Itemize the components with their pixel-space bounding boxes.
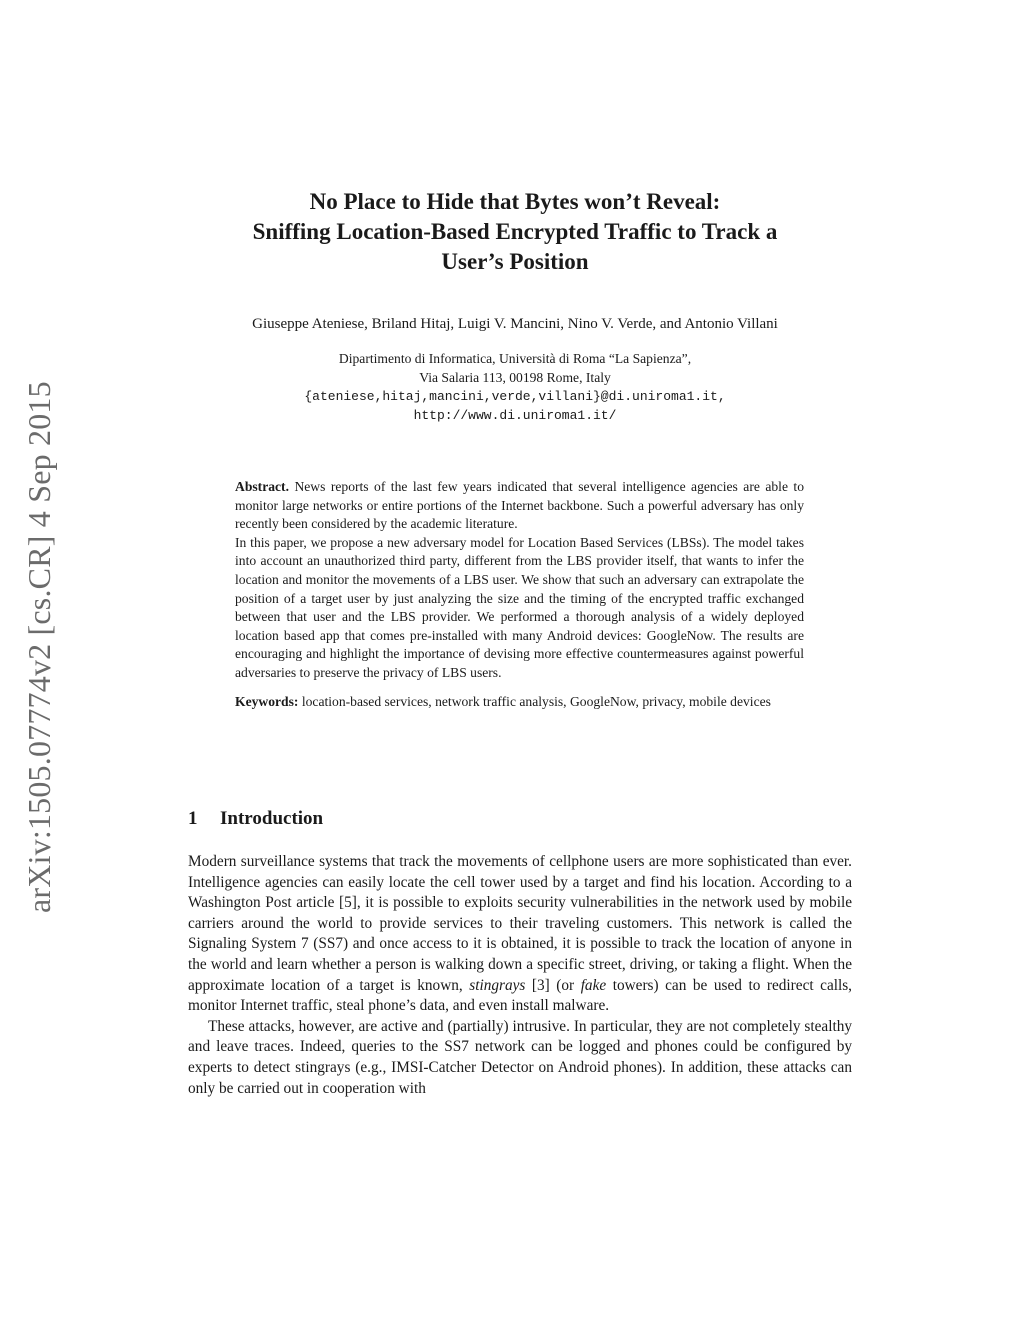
intro-text-c: towers) can be used to redirect calls, monitor Internet traffic, steal phone’s data, and even install malware. xyxy=(188,976,853,1015)
section-number: 1 xyxy=(188,808,198,829)
abstract-text-1: News reports of the last few years indicated that several intelligence agencies are able to monitor large networks or entire portions of the Internet backbone. Such a powerful adversary has only recently been considered by the academic literature. xyxy=(235,479,804,532)
author-list: Giuseppe Ateniese, Briland Hitaj, Luigi V. Mancini, Nino V. Verde, and Antonio Villani xyxy=(252,316,778,332)
section-heading xyxy=(188,808,323,830)
affiliation-department: Dipartimento di Informatica, Università di Roma “La Sapienza”, xyxy=(338,351,692,366)
intro-paragraph-1 xyxy=(188,852,852,1017)
keywords xyxy=(235,693,804,712)
affiliation-address: Via Salaria 113, 00198 Rome, Italy xyxy=(419,370,611,385)
keywords-label: Keywords: xyxy=(235,693,299,709)
abstract-paragraph-1 xyxy=(235,478,804,534)
abstract-paragraph-2: In this paper, we propose a new adversary model for Location Based Services (LBSs). The model takes into account an unauthorized third party, different from the LBS provider itself, that wants to infer the location and monitor the movements of a LBS user. We show that such an adversary can extrapolate the position of a target user by just analyzing the size and the timing of the encrypted traffic exchanged between that user and the LBS provider. We performed a thorough analysis of a widely deployed location based app that comes pre-installed with many Android devices: GoogleNow. The results are encouraging and highlight the importance of devising more effective countermeasures against powerful adversaries to preserve the privacy of LBS users. xyxy=(235,534,804,680)
abstract-block xyxy=(235,478,804,711)
abstract-label: Abstract. xyxy=(235,479,289,494)
title-line-3: User’s Position xyxy=(441,249,589,274)
author-emails[interactable]: {ateniese,hitaj,mancini,verde,villani}@di.uniroma1.it, xyxy=(304,389,726,404)
keywords-text: location-based services, network traffic analysis, GoogleNow, privacy, mobile devices xyxy=(301,693,771,709)
intro-text-a: Modern surveillance systems that track the movements of cellphone users are more sophisticated than ever. Intelligence agencies can easily locate the cell tower used by a target and find his location. According to a Washington Post article [5], it is possible to exploits security vulnerabilities in the network used by mobile carriers around the world to provide services to their traveling customers. This network is called the Signaling System 7 (SS7) and once access to it is obtained, it is possible to track the location of anyone in the world and learn whether a person is walking down a specific street, driving, or taking a flight. When the approximate location of a target is known, xyxy=(188,853,852,994)
arxiv-identifier: arXiv:1505.07774v2 [cs.CR] 4 Sep 2015 xyxy=(21,381,57,913)
section-title: Introduction xyxy=(220,808,324,829)
title-line-1: No Place to Hide that Bytes won’t Reveal: xyxy=(309,189,721,214)
stingrays-term: stingrays xyxy=(469,976,526,994)
intro-paragraph-2: These attacks, however, are active and (partially) intrusive. In particular, they are not completely stealthy and leave traces. Indeed, queries to the SS7 network can be logged and phones could be configured by experts to detect stingrays (e.g., IMSI-Catcher Detector on Android phones). In addition, these attacks can only be carried out in cooperation with xyxy=(188,1017,852,1097)
body-text xyxy=(188,852,852,1099)
paper-title xyxy=(180,187,850,277)
affiliation xyxy=(180,349,850,425)
title-line-2: Sniffing Location-Based Encrypted Traffic to Track a xyxy=(252,219,778,244)
fake-term: fake xyxy=(580,976,607,994)
institution-url[interactable]: http://www.di.uniroma1.it/ xyxy=(413,408,617,423)
intro-text-b: [3] (or xyxy=(531,976,575,994)
